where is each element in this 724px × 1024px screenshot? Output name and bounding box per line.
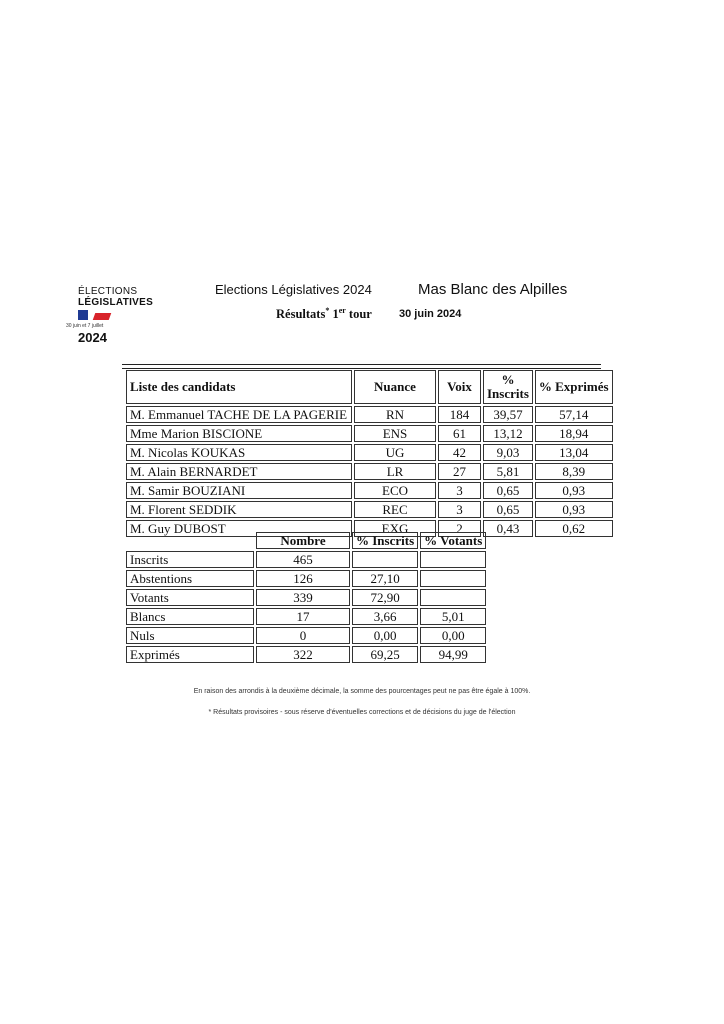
candidate-pct-exprimes: 0,62 [535, 520, 613, 537]
summary-pct-votants [420, 551, 486, 568]
candidate-voix: 184 [438, 406, 481, 423]
candidate-nuance: ENS [354, 425, 436, 442]
summary-table [124, 530, 488, 665]
summary-pct-inscrits [352, 551, 418, 568]
header-pct-inscrits: % Inscrits [483, 370, 533, 404]
summary-header-row [126, 532, 486, 549]
candidate-voix: 42 [438, 444, 481, 461]
table-row [126, 463, 613, 480]
summary-pct-votants [420, 570, 486, 587]
results-round-label [276, 306, 372, 322]
candidate-pct-inscrits: 0,65 [483, 501, 533, 518]
summary-label: Exprimés [126, 646, 254, 663]
candidate-pct-exprimes: 18,94 [535, 425, 613, 442]
page-title: Elections Législatives 2024 [215, 282, 372, 297]
candidate-name: M. Nicolas KOUKAS [126, 444, 352, 461]
summary-pct-votants [420, 589, 486, 606]
summary-pct-inscrits: 27,10 [352, 570, 418, 587]
candidate-name: M. Emmanuel TACHE DE LA PAGERIE [126, 406, 352, 423]
candidate-pct-exprimes: 13,04 [535, 444, 613, 461]
commune-name: Mas Blanc des Alpilles [418, 281, 568, 298]
candidate-nuance: RN [354, 406, 436, 423]
summary-nombre: 126 [256, 570, 350, 587]
logo-dates: 30 juin et 7 juillet [66, 323, 104, 329]
candidate-name: M. Samir BOUZIANI [126, 482, 352, 499]
summary-label: Blancs [126, 608, 254, 625]
header-pct-inscrits: % Inscrits [352, 532, 418, 549]
summary-nombre: 0 [256, 627, 350, 644]
results-date: 30 juin 2024 [399, 308, 462, 320]
table-row [126, 608, 486, 625]
summary-pct-votants: 5,01 [420, 608, 486, 625]
candidate-nuance: EXG [354, 520, 436, 537]
header-pct-votants: % Votants [420, 532, 486, 549]
candidate-nuance: UG [354, 444, 436, 461]
candidate-voix: 2 [438, 520, 481, 537]
flag-icon [78, 310, 110, 320]
provisional-note: * Résultats provisoires - sous réserve d'éventuelles corrections et de décisions du juge de l'élection [208, 709, 516, 716]
candidate-pct-exprimes: 0,93 [535, 501, 613, 518]
header-candidate: Liste des candidats [126, 370, 352, 404]
candidate-pct-inscrits: 13,12 [483, 425, 533, 442]
results-label: Résultats [276, 307, 326, 322]
candidate-pct-inscrits: 39,57 [483, 406, 533, 423]
table-row [126, 646, 486, 663]
candidate-name: M. Alain BERNARDET [126, 463, 352, 480]
candidate-voix: 3 [438, 501, 481, 518]
table-row [126, 627, 486, 644]
candidate-pct-inscrits: 0,65 [483, 482, 533, 499]
summary-label: Votants [126, 589, 254, 606]
summary-pct-votants: 94,99 [420, 646, 486, 663]
round-num: 1 [332, 307, 339, 322]
summary-pct-inscrits: 72,90 [352, 589, 418, 606]
header-pct-exprimes: % Exprimés [535, 370, 613, 404]
candidate-name: M. Florent SEDDIK [126, 501, 352, 518]
summary-pct-inscrits: 69,25 [352, 646, 418, 663]
summary-nombre: 17 [256, 608, 350, 625]
candidate-nuance: ECO [354, 482, 436, 499]
summary-label: Nuls [126, 627, 254, 644]
candidates-table [124, 368, 615, 539]
logo-line-elections: ÉLECTIONS [78, 286, 138, 297]
table-row [126, 425, 613, 442]
candidate-name: Mme Marion BISCIONE [126, 425, 352, 442]
header-nuance: Nuance [354, 370, 436, 404]
summary-nombre: 339 [256, 589, 350, 606]
table-row [126, 406, 613, 423]
summary-label: Inscrits [126, 551, 254, 568]
candidate-pct-exprimes: 0,93 [535, 482, 613, 499]
candidate-nuance: REC [354, 501, 436, 518]
candidate-pct-exprimes: 57,14 [535, 406, 613, 423]
results-mark: * [325, 306, 330, 315]
summary-nombre: 322 [256, 646, 350, 663]
header-voix: Voix [438, 370, 481, 404]
table-row [126, 501, 613, 518]
candidate-pct-inscrits: 9,03 [483, 444, 533, 461]
summary-pct-inscrits: 0,00 [352, 627, 418, 644]
summary-nombre: 465 [256, 551, 350, 568]
table-row [126, 482, 613, 499]
candidate-pct-inscrits: 0,43 [483, 520, 533, 537]
round-word: tour [348, 307, 372, 322]
table-row [126, 589, 486, 606]
table-row [126, 444, 613, 461]
candidate-pct-inscrits: 5,81 [483, 463, 533, 480]
elections-logo [64, 286, 184, 346]
round-sup: er [338, 306, 346, 315]
logo-line-legislatives: LÉGISLATIVES [78, 297, 154, 308]
candidate-voix: 3 [438, 482, 481, 499]
summary-pct-votants: 0,00 [420, 627, 486, 644]
candidate-voix: 61 [438, 425, 481, 442]
table-row [126, 570, 486, 587]
rounding-note: En raison des arrondis à la deuxième décimale, la somme des pourcentages peut ne pas être égale à 100%. [193, 688, 531, 695]
candidate-name: M. Guy DUBOST [126, 520, 352, 537]
summary-pct-inscrits: 3,66 [352, 608, 418, 625]
candidates-header-row [126, 370, 613, 404]
header-nombre: Nombre [256, 532, 350, 549]
candidate-nuance: LR [354, 463, 436, 480]
candidate-voix: 27 [438, 463, 481, 480]
logo-year: 2024 [78, 330, 107, 345]
header-blank [126, 532, 254, 549]
candidate-pct-exprimes: 8,39 [535, 463, 613, 480]
table-row [126, 551, 486, 568]
summary-label: Abstentions [126, 570, 254, 587]
